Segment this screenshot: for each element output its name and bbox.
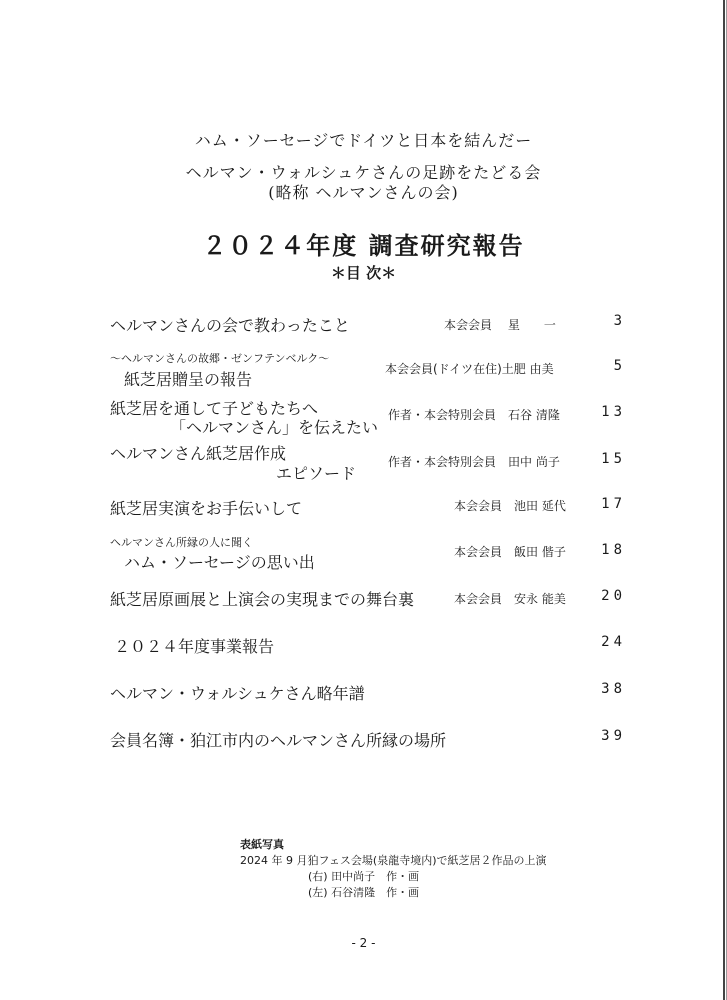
toc-entry-author: 本会会員 飯田 偕子 [454,545,566,559]
toc-entry-subtitle: ヘルマンさん所縁の人に聞く [110,536,253,549]
toc-entry-page: 24 [601,634,626,650]
toc-entry-author: 作者・本会特別会員 石谷 清隆 [388,408,560,422]
toc-entry-page: 38 [601,681,626,697]
toc-entry-author: 本会会員(ドイツ在住)土肥 由美 [385,362,554,376]
caption-line-1: 2024 年 9 月狛フェス会場(泉龍寺境内)で紙芝居２作品の上演 [240,854,547,867]
toc-entry-page: 39 [601,728,626,744]
toc-entry-author: 本会会員 安永 能美 [454,592,566,606]
toc-entry-page: 15 [601,451,626,467]
toc-entry-page: 13 [601,404,626,420]
page-number: - 2 - [351,936,376,950]
toc-entry-title: ２０２４年度事業報告 [114,637,275,656]
toc-entry-title-line2: エピソード [276,464,357,483]
toc-entry-page: 17 [601,496,626,512]
report-title: ２０２４年度 調査研究報告 [202,231,525,260]
caption-line-2: (右) 田中尚子 作・画 [308,870,420,883]
toc-entry-page: 18 [601,542,626,558]
toc-entry-title-line2: 「ヘルマンさん」を伝えたい [170,418,379,437]
toc-entry-title: ヘルマンさんの会で教わったこと [110,316,350,335]
toc-entry-title: ハム・ソーセージの思い出 [124,553,315,572]
header-line-1: ハム・ソーセージでドイツと日本を結んだー [194,131,533,150]
toc-entry-title: 紙芝居実演をお手伝いして [110,499,303,518]
toc-heading: ＊目 次＊ [330,264,397,282]
toc-entry-author: 作者・本会特別会員 田中 尚子 [388,455,560,469]
toc-entry-page: 3 [613,313,626,329]
toc-entry-author: 本会会員 池田 延代 [454,499,566,513]
toc-entry-title: ヘルマンさん紙芝居作成 [110,444,287,463]
toc-entry-title: 紙芝居原画展と上演会の実現までの舞台裏 [110,590,415,609]
caption-heading: 表紙写真 [240,838,284,851]
toc-entry-title: ヘルマン・ウォルシュケさん略年譜 [110,684,365,703]
toc-entry-author: 本会会員 星 一 [444,318,556,332]
toc-entry-title: 紙芝居贈呈の報告 [124,370,253,389]
toc-entry-page: 20 [601,588,626,604]
header-line-3: (略称 ヘルマンさんの会) [268,183,459,202]
toc-entry-title: 紙芝居を通して子どもたちへ [110,399,319,418]
toc-entry-subtitle: ～ヘルマンさんの故郷・ゼンフテンベルク～ [110,352,330,365]
toc-entry-page: 5 [613,358,626,374]
caption-line-3: (左) 石谷清隆 作・画 [308,886,420,899]
toc-entry-title: 会員名簿・狛江市内のヘルマンさん所縁の場所 [110,731,447,750]
header-line-2: ヘルマン・ウォルシュケさんの足跡をたどる会 [185,163,542,182]
